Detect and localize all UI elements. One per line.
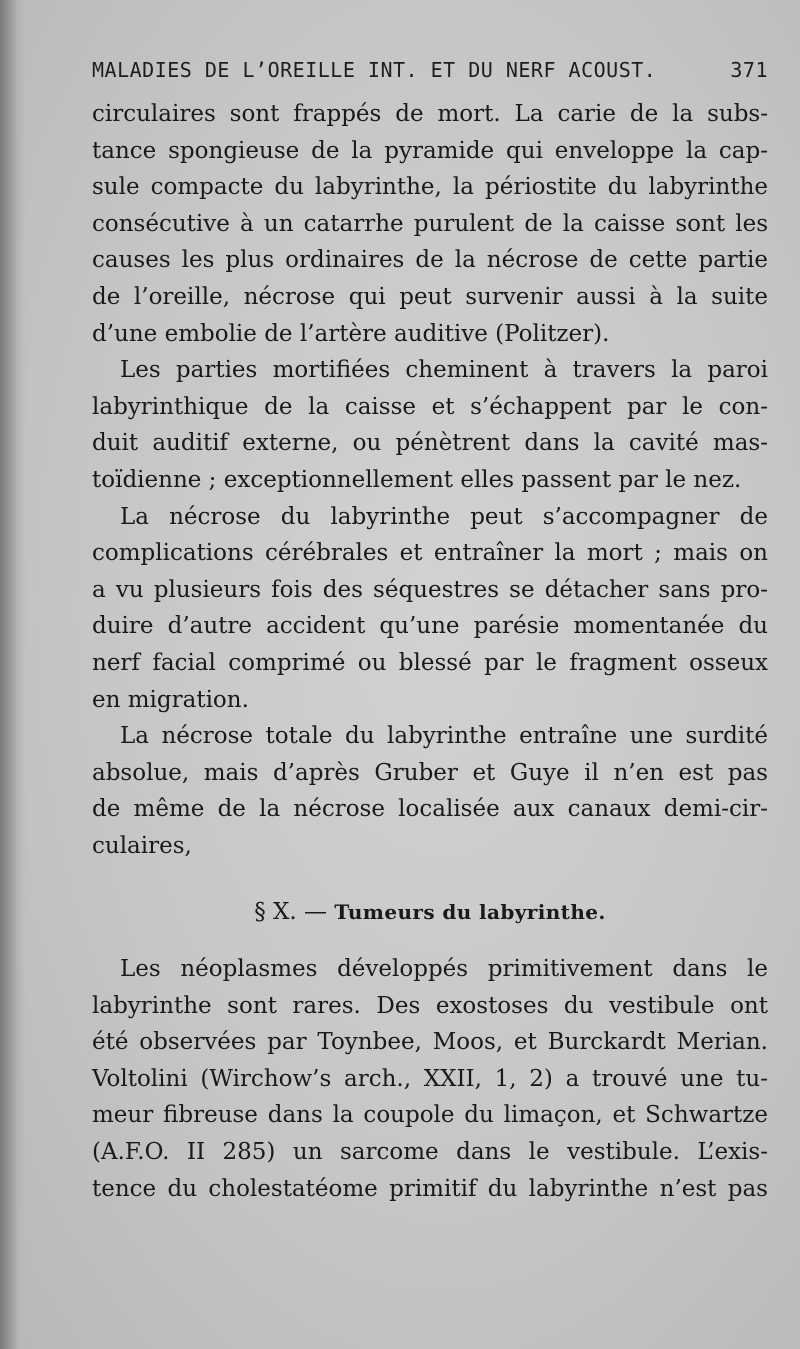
paragraph-4 bbox=[92, 718, 768, 864]
text-line: a vu plusieurs fois des séquestres se détacher sans pro- bbox=[92, 576, 768, 603]
text-line: Les parties mortifiées cheminent à travers la paroi bbox=[120, 357, 768, 384]
text-line: de même de la nécrose localisée aux canaux demi-cir- bbox=[92, 796, 768, 823]
text-line: causes les plus ordinaires de la nécrose de cette partie bbox=[92, 247, 768, 274]
paragraph-3 bbox=[92, 499, 768, 719]
page-number: 371 bbox=[730, 58, 768, 82]
body-text bbox=[92, 96, 768, 1207]
running-title: MALADIES DE L’OREILLE INT. ET DU NERF ACOUST. bbox=[92, 58, 657, 82]
text-line: circulaires sont frappés de mort. La carie de la subs- bbox=[92, 101, 768, 127]
text-line: culaires, bbox=[92, 832, 192, 859]
page-gutter-shadow bbox=[0, 0, 26, 1349]
paragraph-2 bbox=[92, 352, 768, 498]
text-line: toïdienne ; exceptionnellement elles passent par le nez. bbox=[92, 466, 742, 493]
text-line: labyrinthe sont rares. Des exostoses du vestibule ont bbox=[92, 992, 768, 1019]
text-line: absolue, mais d’après Gruber et Guye il n’en est pas bbox=[92, 759, 768, 786]
text-line: été observées par Toynbee, Moos, et Burckardt Merian. bbox=[92, 1029, 768, 1056]
text-line: La nécrose du labyrinthe peut s’accompagner de bbox=[120, 503, 768, 530]
text-line: (A.F.O. II 285) un sarcome dans le vestibule. L’exis- bbox=[92, 1139, 768, 1166]
text-line: de l’oreille, nécrose qui peut survenir aussi à la suite bbox=[92, 283, 768, 310]
text-line: meur fibreuse dans la coupole du limaçon, et Schwartze bbox=[92, 1102, 768, 1129]
text-line: d’une embolie de l’artère auditive (Politzer). bbox=[92, 320, 610, 347]
text-line: sule compacte du labyrinthe, la périostite du labyrinthe bbox=[92, 174, 768, 201]
text-line: duire d’autre accident qu’une parésie momentanée du bbox=[92, 613, 768, 640]
text-line: en migration. bbox=[92, 686, 249, 713]
text-line: nerf facial comprimé ou blessé par le fragment osseux bbox=[92, 649, 768, 676]
paragraph-5 bbox=[92, 951, 768, 1207]
text-line: complications cérébrales et entraîner la mort ; mais on bbox=[92, 540, 768, 567]
paragraph-1 bbox=[92, 96, 768, 352]
text-line: tance spongieuse de la pyramide qui enveloppe la cap- bbox=[92, 137, 768, 164]
text-line: consécutive à un catarrhe purulent de la caisse sont les bbox=[92, 210, 768, 237]
section-number: § X. — bbox=[254, 899, 335, 926]
text-line: duit auditif externe, ou pénètrent dans la cavité mas- bbox=[92, 430, 768, 457]
section-heading bbox=[92, 894, 768, 931]
text-line: La nécrose totale du labyrinthe entraîne une surdité bbox=[120, 723, 768, 750]
section-title: Tumeurs du labyrinthe. bbox=[334, 900, 606, 925]
text-line: tence du cholestatéome primitif du labyrinthe n’est pas bbox=[92, 1175, 768, 1202]
text-line: Voltolini (Wirchow’s arch., XXII, 1, 2) a trouvé une tu- bbox=[92, 1065, 768, 1092]
running-header bbox=[92, 58, 768, 82]
text-line: labyrinthique de la caisse et s’échappent par le con- bbox=[92, 393, 768, 420]
text-line: Les néoplasmes développés primitivement dans le bbox=[120, 956, 768, 983]
